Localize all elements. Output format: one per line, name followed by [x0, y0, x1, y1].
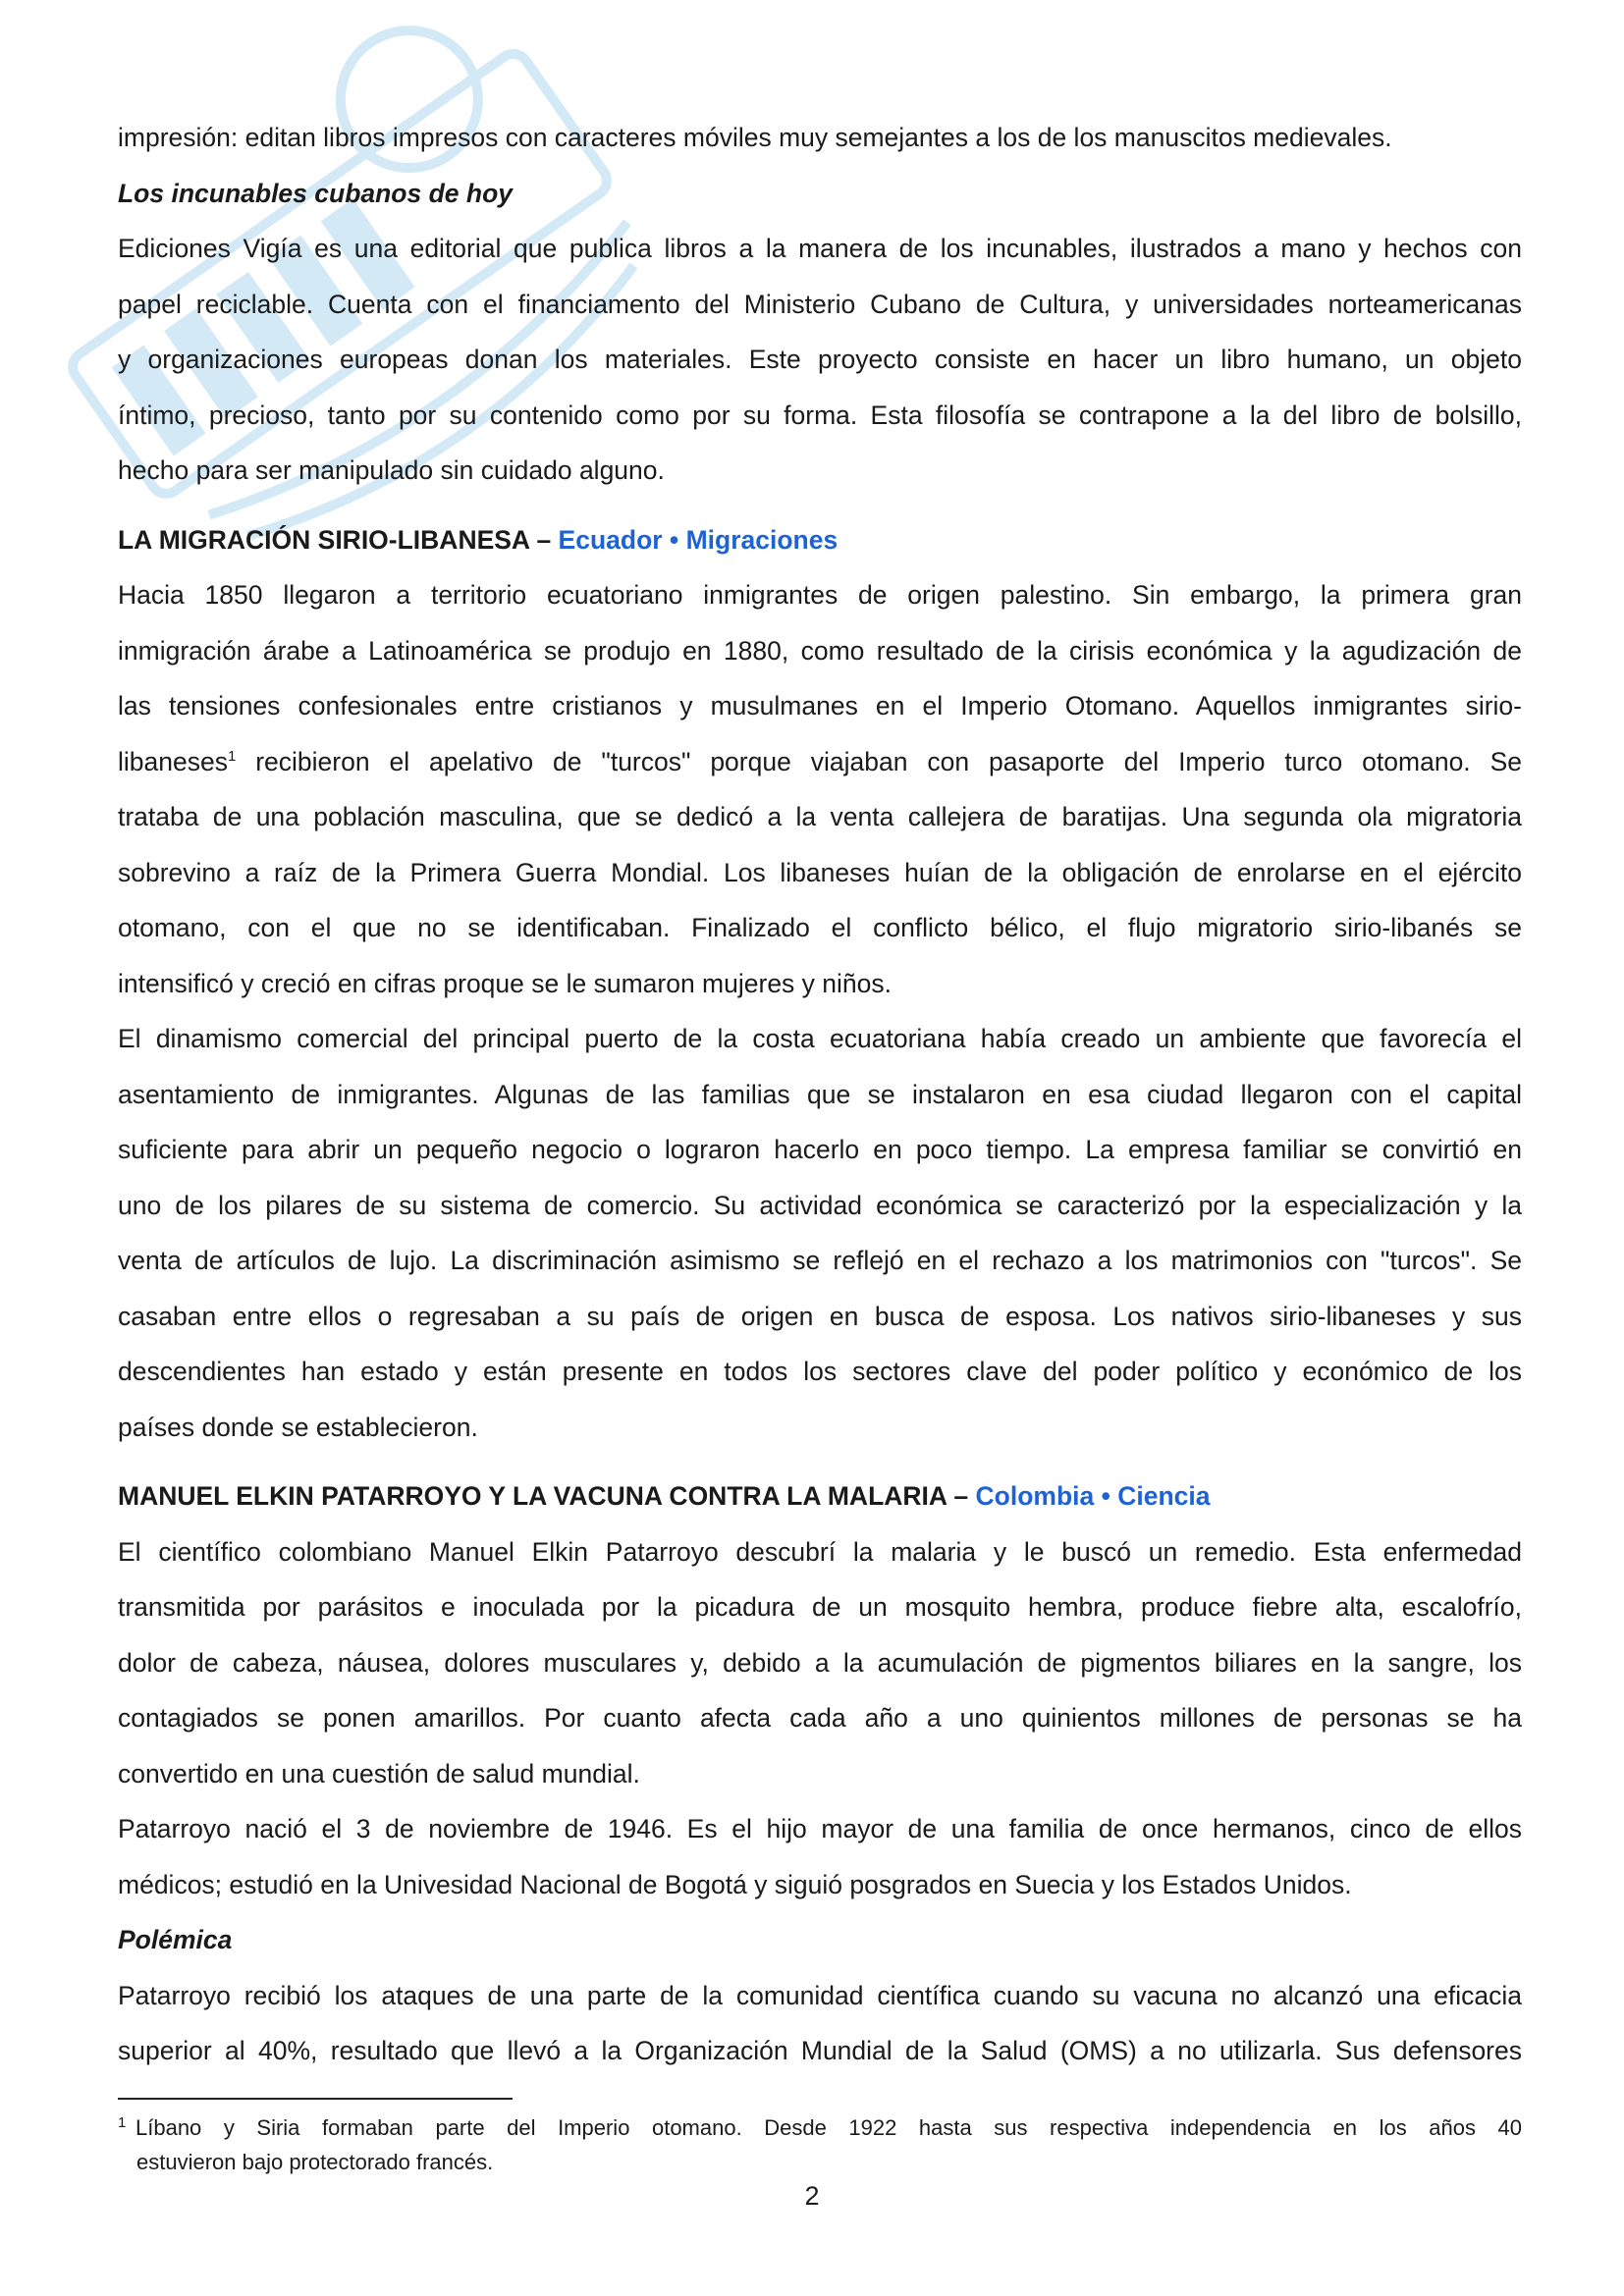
paragraph-line: superior al 40%, resultado que llevó a la Organización Mundial de la Salud (OMS) a no utilizarla. Sus defensores	[118, 2036, 1522, 2065]
paragraph-line: otomano, con el que no se identificaban. Finalizado el conflicto bélico, el flujo migratorio sirio-libanés se	[118, 913, 1522, 942]
paragraph-line: transmitida por parásitos e inoculada por la picadura de un mosquito hembra, produce fiebre alta, escalofrío,	[118, 1592, 1522, 1622]
footnote	[118, 2110, 1522, 2179]
footnote-text: Líbano y Siria formaban parte del Imperio otomano. Desde 1922 hasta sus respectiva independencia en los años 40	[135, 2115, 1522, 2140]
paragraph-line: países donde se establecieron.	[118, 1412, 478, 1442]
paragraph-line: íntimo, precioso, tanto por su contenido como por su forma. Esta filosofía se contrapone a la del libro de bolsillo,	[118, 400, 1522, 430]
paragraph-line: El dinamismo comercial del principal puerto de la costa ecuatoriana había creado un ambiente que favorecía el	[118, 1024, 1522, 1053]
incunables-heading: Los incunables cubanos de hoy	[118, 178, 513, 208]
paragraph-line: venta de artículos de lujo. La discriminación asimismo se reflejó en el rechazo a los matrimonios con "turcos". Se	[118, 1246, 1522, 1275]
paragraph-line: las tensiones confesionales entre cristianos y musulmanes en el Imperio Otomano. Aquellos inmigrantes sirio-	[118, 691, 1522, 721]
document-body	[118, 110, 1522, 2079]
footnote-line: 1 Líbano y Siria formaban parte del Imperio otomano. Desde 1922 hasta sus respectiva independencia en los años 40	[118, 2113, 1522, 2140]
section-tag: Ecuador • Migraciones	[558, 524, 839, 555]
paragraph-line: intensificó y creció en cifras proque se le sumaron mujeres y niños.	[118, 968, 892, 998]
paragraph-line: dolor de cabeza, náusea, dolores musculares y, debido a la acumulación de pigmentos biliares en la sangre, los	[118, 1647, 1522, 1678]
section-title: MANUEL ELKIN PATARROYO Y LA VACUNA CONTRA LA MALARIA –	[118, 1481, 976, 1511]
paragraph-line: sobrevino a raíz de la Primera Guerra Mondial. Los libaneses huían de la obligación de enrolarse en el ejército	[118, 857, 1522, 887]
paragraph-line: papel reciclable. Cuenta con el financiamento del Ministerio Cubano de Cultura, y universidades norteamericanas	[118, 289, 1522, 319]
footnote-line: estuvieron bajo protectorado francés.	[136, 2150, 494, 2174]
section-title: LA MIGRACIÓN SIRIO-LIBANESA –	[118, 524, 559, 555]
section-tag: Colombia • Ciencia	[975, 1481, 1211, 1511]
paragraph-line: y organizaciones europeas donan los materiales. Este proyecto consiste en hacer un libro humano, un objeto	[118, 345, 1522, 374]
paragraph-line: suficiente para abrir un pequeño negocio o lograron hacerlo en poco tiempo. La empresa familiar se convirtió en	[118, 1135, 1522, 1164]
paragraph-line: Patarroyo nació el 3 de noviembre de 1946. Es el hijo mayor de una familia de once hermanos, cinco de ellos	[118, 1814, 1522, 1843]
paragraph-line: inmigración árabe a Latinoamérica se produjo en 1880, como resultado de la cirisis económica y la agudización de	[118, 635, 1522, 666]
footnote-separator	[118, 2098, 513, 2100]
page-number: 2	[804, 2181, 820, 2211]
paragraph-line-with-footnote	[118, 734, 1522, 790]
section-heading-migration	[118, 512, 1522, 568]
paragraph-line: médicos; estudió en la Univesidad Nacional de Bogotá y siguió posgrados en Suecia y los Estados Unidos.	[118, 1869, 1352, 1899]
text-fragment: libaneses	[118, 746, 228, 776]
paragraph-line: contagiados se ponen amarillos. Por cuanto afecta cada año a uno quinientos millones de personas se ha	[118, 1703, 1522, 1733]
footnote-reference: 1	[227, 747, 237, 765]
paragraph-line: convertido en una cuestión de salud mundial.	[118, 1758, 640, 1789]
paragraph-line: El científico colombiano Manuel Elkin Patarroyo descubrí la malaria y le buscó un remedio. Esta enfermedad	[118, 1536, 1522, 1567]
paragraph-line: descendientes han estado y están presente en todos los sectores clave del poder político y económico de los	[118, 1357, 1522, 1386]
paragraph-line: trataba de una población masculina, que se dedicó a la venta callejera de baratijas. Una segunda ola migratoria	[118, 802, 1522, 831]
text-fragment: recibieron el apelativo de "turcos" porque viajaban con pasaporte del Imperio turco otomano. Se	[236, 746, 1522, 776]
paragraph-line: casaban entre ellos o regresaban a su país de origen en busca de esposa. Los nativos sirio-libaneses y sus	[118, 1301, 1522, 1331]
paragraph-line: Hacia 1850 llegaron a territorio ecuatoriano inmigrantes de origen palestino. Sin embargo, la primera gran	[118, 580, 1522, 610]
paragraph-line: hecho para ser manipulado sin cuidado alguno.	[118, 455, 665, 485]
intro-line: impresión: editan libros impresos con caracteres móviles muy semejantes a los de los manuscitos medievales.	[118, 123, 1392, 152]
paragraph-line: uno de los pilares de su sistema de comercio. Su actividad económica se caracterizó por la especialización y la	[118, 1190, 1522, 1220]
paragraph-line: asentamiento de inmigrantes. Algunas de las familias que se instalaron en esa ciudad llegaron con el capital	[118, 1079, 1522, 1109]
polemica-heading: Polémica	[118, 1925, 233, 1954]
section-heading-malaria	[118, 1468, 1522, 1524]
paragraph-line: Patarroyo recibió los ataques de una parte de la comunidad científica cuando su vacuna no alcanzó una eficacia	[118, 1980, 1522, 2010]
paragraph-line: Ediciones Vigía es una editorial que publica libros a la manera de los incunables, ilustrados a mano y hechos con	[118, 234, 1522, 263]
